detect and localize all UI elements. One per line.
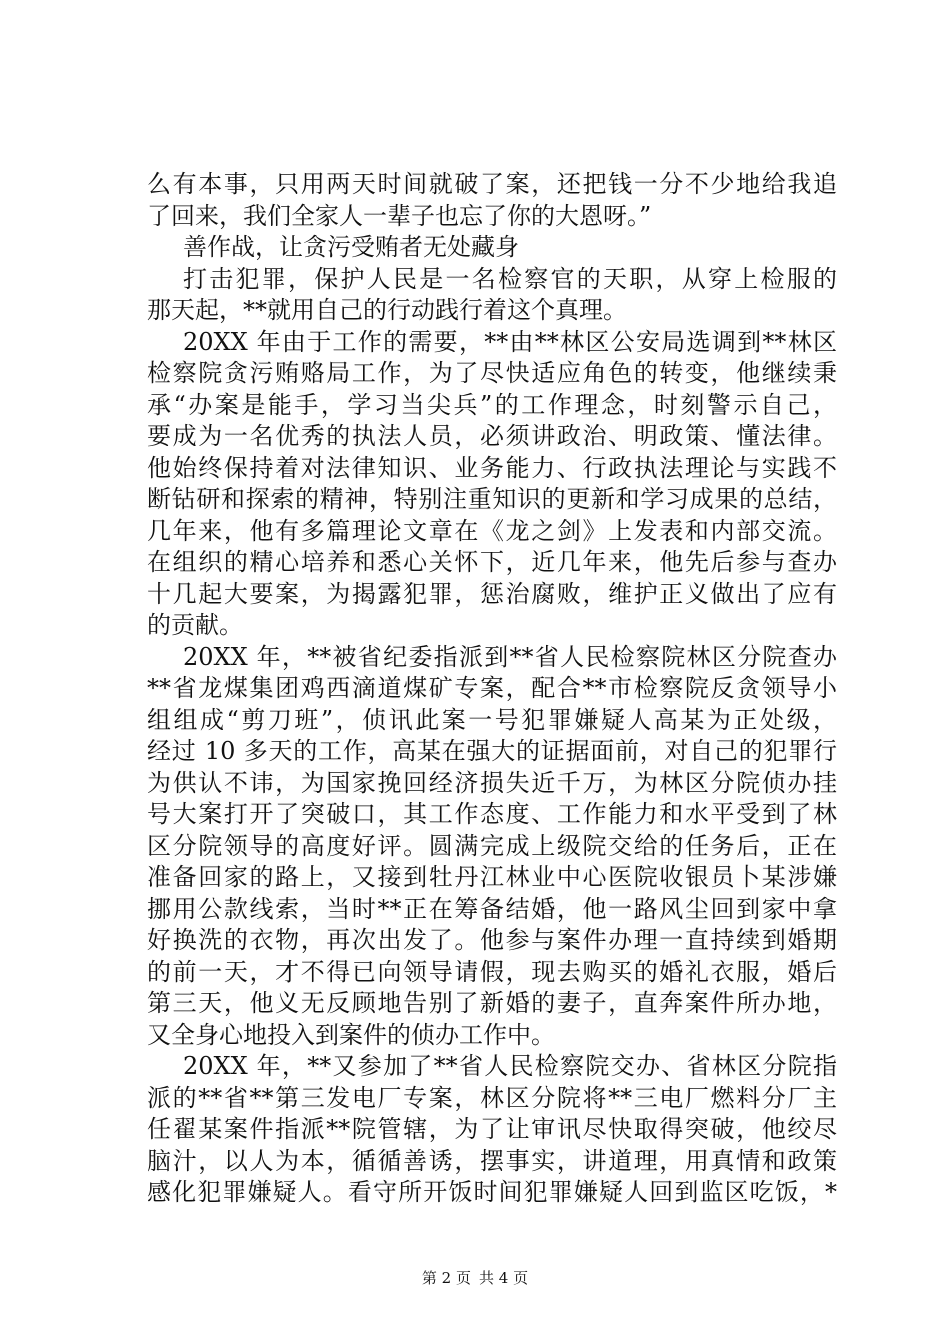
- text-line: 几年来，他有多篇理论文章在《龙之剑》上发表和内部交流。: [147, 516, 837, 545]
- text-line: 号大案打开了突破口，其工作态度、工作能力和水平受到了林: [147, 800, 837, 828]
- section-heading: 善作战，让贪污受贿者无处藏身: [183, 233, 519, 261]
- text-line: 要成为一名优秀的执法人员，必须讲政治、明政策、懂法律。: [147, 422, 837, 450]
- page-total: 共 4 页: [479, 1269, 529, 1287]
- text-line: 的贡献。: [147, 611, 243, 639]
- text-line: 任翟某案件指派**院管辖，为了让审讯尽快取得突破，他绞尽: [147, 1115, 837, 1143]
- text-line: 在组织的精心培养和悉心关怀下，近几年来，他先后参与查办: [147, 548, 837, 576]
- text-line: 组组成“剪刀班”，侦讯此案一号犯罪嫌疑人高某为正处级，: [147, 705, 837, 734]
- text-line: 20XX 年由于工作的需要，**由**林区公安局选调到**林区: [183, 327, 837, 356]
- text-line: 派的**省**第三发电厂专案，林区分院将**三电厂燃料分厂主: [147, 1083, 837, 1112]
- text-line: 脑汁，以人为本，循循善诱，摆事实，讲道理，用真情和政策: [147, 1146, 837, 1175]
- text-line: 为供认不讳，为国家挽回经济损失近千万，为林区分院侦办挂: [147, 768, 837, 797]
- text-line: 感化犯罪嫌疑人。看守所开饭时间犯罪嫌疑人回到监区吃饭，*: [147, 1178, 837, 1206]
- text-line: 那天起，**就用自己的行动践行着这个真理。: [147, 296, 627, 324]
- text-line: 20XX 年，**被省纪委指派到**省人民检察院林区分院查办: [183, 642, 837, 671]
- text-line: 区分院领导的高度好评。圆满完成上级院交给的任务后，正在: [147, 831, 837, 860]
- text-line: 打击犯罪，保护人民是一名检察官的天职，从穿上检服的: [183, 264, 837, 293]
- text-line: 挪用公款线索，当时**正在筹备结婚，他一路风尘回到家中拿: [147, 894, 837, 923]
- document-body: [147, 169, 837, 1209]
- text-line: 好换洗的衣物，再次出发了。他参与案件办理一直持续到婚期: [147, 926, 837, 954]
- text-line: 的前一天，才不得已向领导请假，现去购买的婚礼衣服，婚后: [147, 957, 837, 986]
- page-number: 第 2 页: [421, 1269, 471, 1287]
- text-line: 承“办案是能手，学习当尖兵”的工作理念，时刻警示自己，: [147, 390, 837, 419]
- text-line: 检察院贪污贿赂局工作，为了尽快适应角色的转变，他继续秉: [147, 359, 837, 387]
- text-line: 准备回家的路上，又接到牡丹江林业中心医院收银员卜某涉嫌: [147, 863, 837, 891]
- text-line: 他始终保持着对法律知识、业务能力、行政执法理论与实践不: [147, 453, 837, 482]
- page-footer: [0, 1268, 950, 1288]
- text-line: 20XX 年，**又参加了**省人民检察院交办、省林区分院指: [183, 1052, 837, 1080]
- text-line: 十几起大要案，为揭露犯罪，惩治腐败，维护正义做出了应有: [147, 579, 837, 608]
- text-line: 断钻研和探索的精神，特别注重知识的更新和学习成果的总结，: [147, 485, 837, 513]
- text-line: **省龙煤集团鸡西滴道煤矿专案，配合**市检察院反贪领导小: [147, 674, 837, 702]
- text-line: 又全身心地投入到案件的侦办工作中。: [147, 1020, 555, 1049]
- text-line: 经过 10 多天的工作，高某在强大的证据面前，对自己的犯罪行: [147, 737, 837, 765]
- text-line: 了回来，我们全家人一辈子也忘了你的大恩呀。”: [147, 201, 652, 230]
- text-line: 第三天，他义无反顾地告别了新婚的妻子，直奔案件所办地，: [147, 989, 837, 1017]
- text-line: 么有本事，只用两天时间就破了案，还把钱一分不少地给我追: [147, 170, 837, 198]
